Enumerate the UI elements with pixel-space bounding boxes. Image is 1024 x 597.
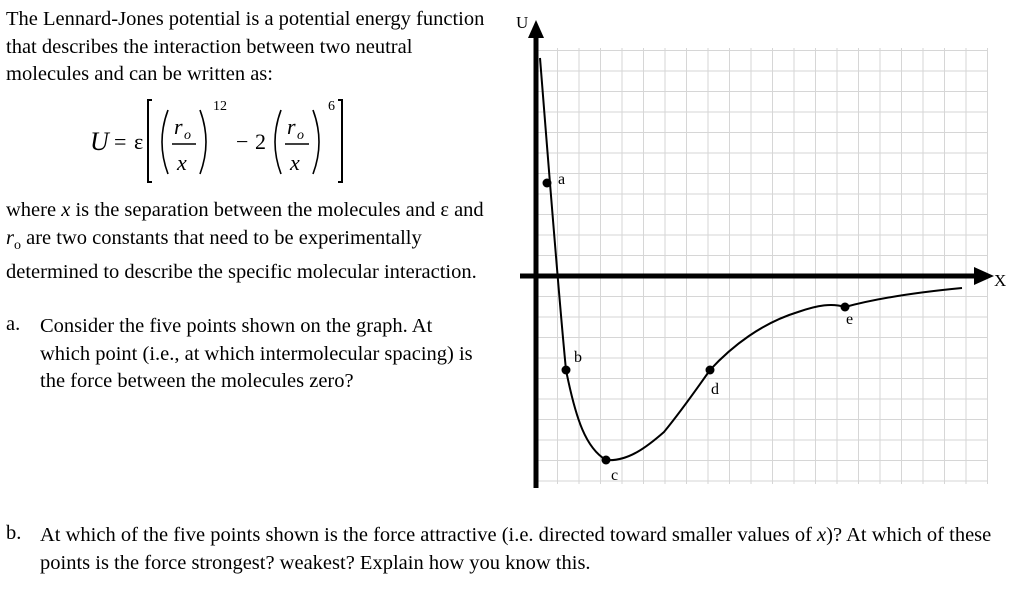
desc-var-r-sub: o — [13, 237, 21, 253]
left-paren-2 — [275, 110, 281, 174]
x-axis-label: X — [994, 271, 1007, 290]
question-b-part-1: At which of the five points shown is the force attractive (i.e. directed toward smaller values of — [40, 524, 818, 546]
lennard-jones-equation — [78, 90, 378, 195]
point-d-label: d — [711, 381, 719, 398]
potential-energy-graph — [500, 8, 1020, 493]
point-c-label: c — [611, 467, 619, 484]
point-b-label: b — [574, 349, 582, 366]
exp-6: 6 — [328, 99, 335, 114]
right-paren-2 — [313, 110, 319, 174]
frac2-num-sub: o — [297, 128, 304, 143]
eq-epsilon: ε — [134, 129, 144, 154]
desc-part-1: where — [6, 199, 62, 221]
point-b-dot — [562, 366, 571, 375]
frac1-num-sub: o — [184, 128, 191, 143]
point-a-dot — [543, 179, 552, 188]
y-axis-label: U — [516, 13, 529, 32]
y-axis-arrow-icon — [528, 20, 544, 38]
desc-part-2: is the separation between the molecules and ε and — [70, 199, 484, 221]
point-d-dot — [706, 366, 715, 375]
desc-part-3: are two constants that need to be experimentally determined to describe the specific molecular interaction. — [6, 226, 477, 284]
eq-coef: 2 — [255, 129, 266, 154]
point-e-label: e — [846, 311, 854, 328]
intro-paragraph: The Lennard-Jones potential is a potential energy function that describes the interaction between two neutral molecules and can be written as: — [6, 8, 485, 85]
question-a-label: a. — [6, 313, 21, 335]
frac1-den: x — [177, 150, 187, 175]
question-b-text — [40, 522, 1020, 577]
frac2-num: r — [287, 114, 296, 139]
question-b-var-x: x — [817, 524, 827, 546]
eq-lhs: U — [90, 127, 109, 156]
eq-minus: − — [236, 129, 249, 154]
desc-var-x: x — [61, 199, 71, 221]
left-paren-1 — [162, 110, 168, 174]
right-paren-1 — [200, 110, 206, 174]
frac1-num: r — [174, 114, 183, 139]
description-paragraph — [6, 197, 501, 287]
point-c-dot — [602, 456, 611, 465]
desc-var-r: r — [6, 226, 14, 249]
point-a-label: a — [558, 171, 566, 188]
x-axis-arrow-icon — [974, 267, 994, 285]
question-b-label: b. — [6, 522, 22, 544]
right-bracket — [338, 100, 342, 182]
graph-grid — [536, 48, 988, 484]
frac2-den: x — [290, 150, 300, 175]
eq-equals: = — [114, 129, 127, 154]
exp-12: 12 — [213, 99, 227, 114]
left-bracket — [148, 100, 152, 182]
question-b-part-2: )? At which of these points is the force strongest? weakest? Explain how you know this. — [40, 524, 992, 574]
question-a-text: Consider the five points shown on the graph. At which point (i.e., at which intermolecular spacing) is the force between the molecules zero? — [40, 315, 473, 392]
